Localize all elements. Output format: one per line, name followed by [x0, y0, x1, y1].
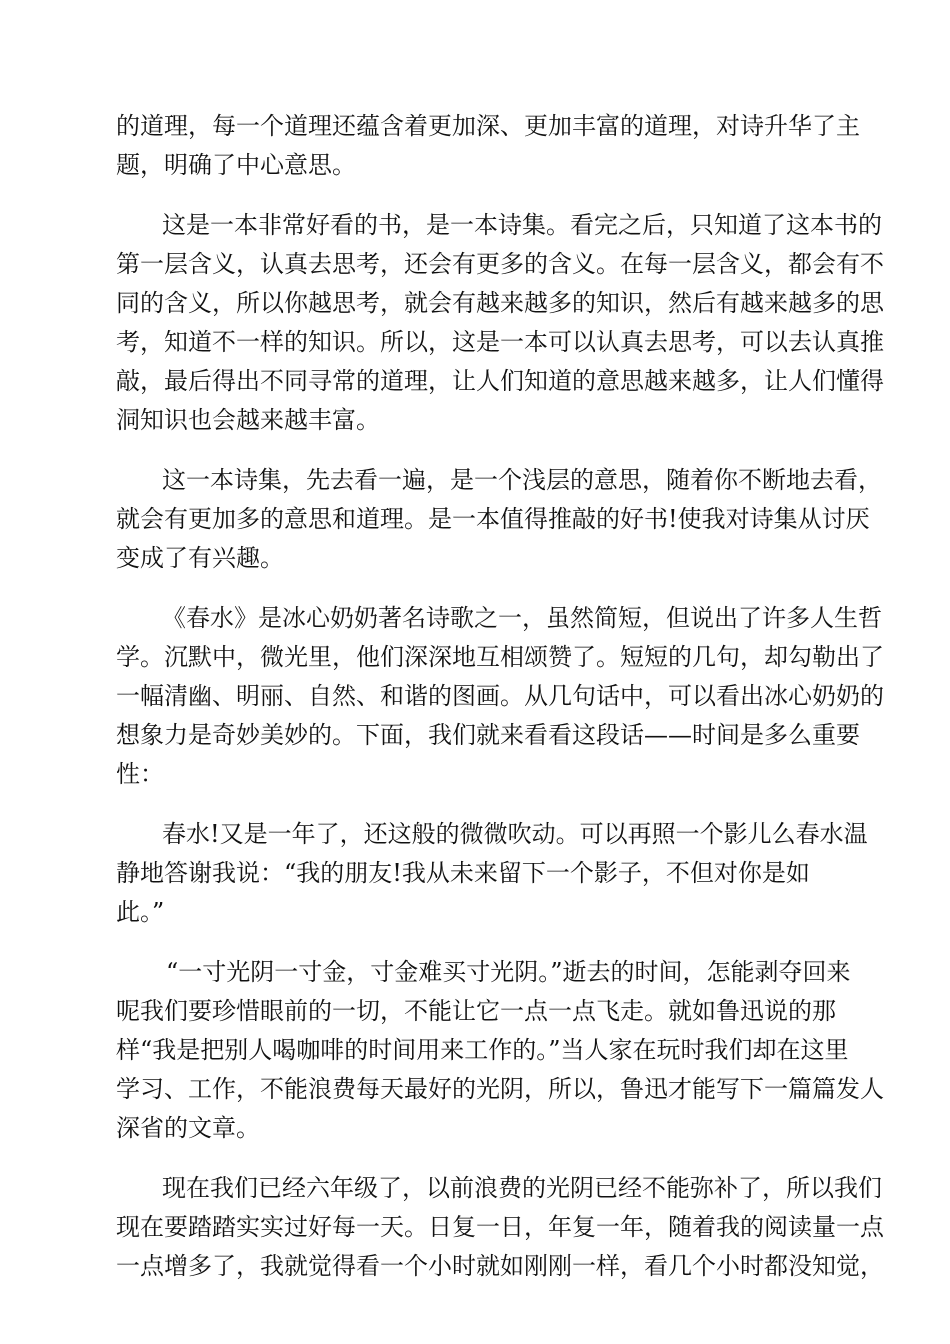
paragraph-5 — [116, 815, 868, 932]
text-line: 静地答谢我说：“我的朋友!我从未来留下一个影子，不但对你是如 — [116, 859, 810, 887]
text-line: 深省的文章。 — [116, 1114, 260, 1142]
text-line: 就会有更加多的意思和道理。是一本值得推敲的好书!使我对诗集从讨厌 — [116, 505, 870, 533]
paragraph-6 — [116, 953, 884, 1148]
text-line: 想象力是奇妙美妙的。下面，我们就来看看这段话——时间是多么重要 — [116, 721, 860, 749]
paragraph-7 — [116, 1169, 884, 1286]
text-line: 样“我是把别人喝咖啡的时间用来工作的。”当人家在玩时我们却在这里 — [116, 1036, 849, 1064]
text-line: 考，知道不一样的知识。所以，这是一本可以认真去思考，可以去认真推 — [116, 328, 884, 356]
paragraph-3 — [116, 461, 882, 578]
paragraph-4 — [116, 599, 884, 794]
paragraph-1 — [116, 107, 860, 185]
text-line: 第一层含义，认真去思考，还会有更多的含义。在每一层含义，都会有不 — [116, 250, 884, 278]
text-line: 的道理，每一个道理还蕴含着更加深、更加丰富的道理，对诗升华了主 — [116, 112, 860, 140]
text-line: 呢我们要珍惜眼前的一切，不能让它一点一点飞走。就如鲁迅说的那 — [116, 997, 836, 1025]
paragraph-2 — [116, 206, 884, 440]
text-line: “一寸光阴一寸金，寸金难买寸光阴。”逝去的时间，怎能剥夺回来 — [166, 958, 851, 986]
text-line: 敲，最后得出不同寻常的道理，让人们知道的意思越来越多，让人们懂得 — [116, 367, 884, 395]
text-line: 学习、工作，不能浪费每天最好的光阴，所以，鲁迅才能写下一篇篇发人 — [116, 1075, 884, 1103]
text-line: 题，明确了中心意思。 — [116, 151, 356, 179]
text-line: 学。沉默中，微光里，他们深深地互相颂赞了。短短的几句，却勾勒出了 — [116, 643, 884, 671]
text-line: 一点增多了，我就觉得看一个小时就如刚刚一样，看几个小时都没知觉， — [116, 1252, 884, 1280]
text-line: 这一本诗集，先去看一遍，是一个浅层的意思，随着你不断地去看， — [162, 466, 882, 494]
text-line: 洞知识也会越来越丰富。 — [116, 406, 380, 434]
text-line: 同的含义，所以你越思考，就会有越来越多的知识，然后有越来越多的思 — [116, 289, 884, 317]
document-body — [116, 107, 884, 1307]
text-line: 一幅清幽、明丽、自然、和谐的图画。从几句话中，可以看出冰心奶奶的 — [116, 682, 884, 710]
text-line: 性： — [116, 760, 164, 788]
text-line: 春水!又是一年了，还这般的微微吹动。可以再照一个影儿么春水温 — [162, 820, 868, 848]
text-line: 现在要踏踏实实过好每一天。日复一日，年复一年，随着我的阅读量一点 — [116, 1213, 884, 1241]
text-line: 此。” — [116, 898, 165, 926]
text-line: 现在我们已经六年级了，以前浪费的光阴已经不能弥补了，所以我们 — [162, 1174, 882, 1202]
text-line: 变成了有兴趣。 — [116, 544, 284, 572]
text-line: 《春水》是冰心奶奶著名诗歌之一，虽然简短，但说出了许多人生哲 — [162, 604, 882, 632]
text-line: 这是一本非常好看的书，是一本诗集。看完之后，只知道了这本书的 — [162, 211, 882, 239]
